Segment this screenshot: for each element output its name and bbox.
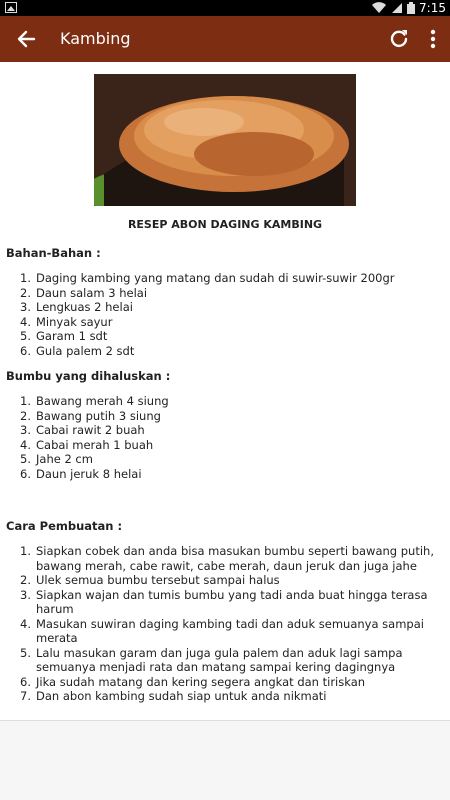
list-item: [20, 646, 442, 675]
list-item-text: Ulek semua bumbu tersebut sampai halus: [36, 573, 280, 587]
status-icons: [371, 0, 446, 16]
list-item: [20, 409, 442, 424]
list-item-text: Siapkan wajan dan tumis bumbu yang tadi anda buat hingga terasa harum: [36, 587, 428, 616]
list-item: [20, 329, 442, 344]
list-item-number: 1.: [20, 394, 31, 408]
more-vert-icon[interactable]: [428, 28, 438, 50]
list-item-text: Masukan suwiran daging kambing tadi dan aduk semuanya sampai merata: [36, 616, 424, 645]
list-item: [20, 315, 442, 330]
list-item: [20, 573, 442, 588]
clock: 7:15: [419, 1, 446, 15]
recipe-content: [0, 62, 450, 720]
list-item-text: Garam 1 sdt: [36, 329, 108, 343]
list-item-number: 3.: [20, 300, 31, 314]
list-item: [20, 452, 442, 467]
list-item-text: Bawang merah 4 siung: [36, 394, 169, 408]
list-item: [20, 617, 442, 646]
wifi-icon: [371, 2, 387, 14]
list-item-number: 5.: [20, 645, 31, 660]
list-item-number: 6.: [20, 674, 31, 689]
list-item-number: 4.: [20, 616, 31, 631]
list-item-number: 2.: [20, 285, 31, 300]
list-item-text: Daun salam 3 helai: [36, 285, 148, 300]
image-icon: [5, 2, 17, 13]
app-title: Kambing: [60, 29, 131, 48]
list-item-number: 4.: [20, 437, 31, 452]
list-item-number: 7.: [20, 689, 31, 703]
list-item: [20, 300, 442, 315]
list-item: [20, 394, 442, 409]
list-item: [20, 689, 442, 704]
battery-icon: [407, 2, 415, 14]
steps-list: [20, 544, 442, 704]
list-item-text: Lengkuas 2 helai: [36, 300, 133, 314]
list-item-text: Daun jeruk 8 helai: [36, 466, 142, 481]
app-bar: [0, 16, 450, 62]
list-item: [20, 271, 442, 286]
bottom-divider: [0, 720, 450, 721]
list-item: [20, 286, 442, 301]
list-item-text: Cabai rawit 2 buah: [36, 423, 145, 437]
list-item-text: Cabai merah 1 buah: [36, 437, 154, 452]
list-item-text: Lalu masukan garam dan juga gula palem dan aduk lagi sampa semuanya menjadi rata dan matang sampai kering dagingnya: [36, 645, 403, 674]
recipe-title: RESEP ABON DAGING KAMBING: [127, 218, 323, 231]
list-item-number: 4.: [20, 314, 31, 329]
list-item-number: 2.: [20, 408, 31, 423]
list-item-number: 1.: [20, 271, 31, 285]
list-item-text: Siapkan cobek dan anda bisa masukan bumbu seperti bawang putih, bawang merah, cabe rawit, cabe merah, daun jeruk dan juga jahe: [36, 544, 434, 573]
list-item-number: 5.: [20, 329, 31, 343]
list-item-number: 1.: [20, 544, 31, 558]
list-item-number: 3.: [20, 587, 31, 602]
list-item: [20, 675, 442, 690]
list-item: [20, 344, 442, 359]
list-item-number: 3.: [20, 423, 31, 437]
ingredients-heading: Bahan-Bahan :: [6, 246, 101, 260]
list-item-text: Dan abon kambing sudah siap untuk anda nikmati: [36, 689, 327, 703]
signal-icon: [391, 2, 403, 14]
list-item: [20, 544, 442, 573]
refresh-icon[interactable]: [388, 28, 410, 50]
list-item: [20, 467, 442, 482]
status-bar: [0, 0, 450, 16]
list-item-number: 2.: [20, 573, 31, 587]
list-item-number: 6.: [20, 343, 31, 358]
food-photo: [94, 74, 356, 206]
list-item: [20, 423, 442, 438]
list-item-text: Jika sudah matang dan kering segera angkat dan tiriskan: [36, 674, 366, 689]
recipe-image: [94, 74, 356, 206]
list-item-text: Minyak sayur: [36, 314, 113, 329]
spices-list: [20, 394, 442, 481]
arrow-left-icon[interactable]: [14, 27, 40, 51]
list-item-text: Gula palem 2 sdt: [36, 343, 135, 358]
steps-heading: Cara Pembuatan :: [6, 519, 123, 533]
list-item: [20, 588, 442, 617]
list-item-text: Jahe 2 cm: [36, 452, 93, 466]
ingredients-list: [20, 271, 442, 358]
list-item-text: Daging kambing yang matang dan sudah di suwir-suwir 200gr: [36, 271, 395, 285]
list-item-number: 6.: [20, 466, 31, 481]
list-item-text: Bawang putih 3 siung: [36, 408, 161, 423]
list-item: [20, 438, 442, 453]
spices-heading: Bumbu yang dihaluskan :: [6, 369, 171, 383]
list-item-number: 5.: [20, 452, 31, 466]
